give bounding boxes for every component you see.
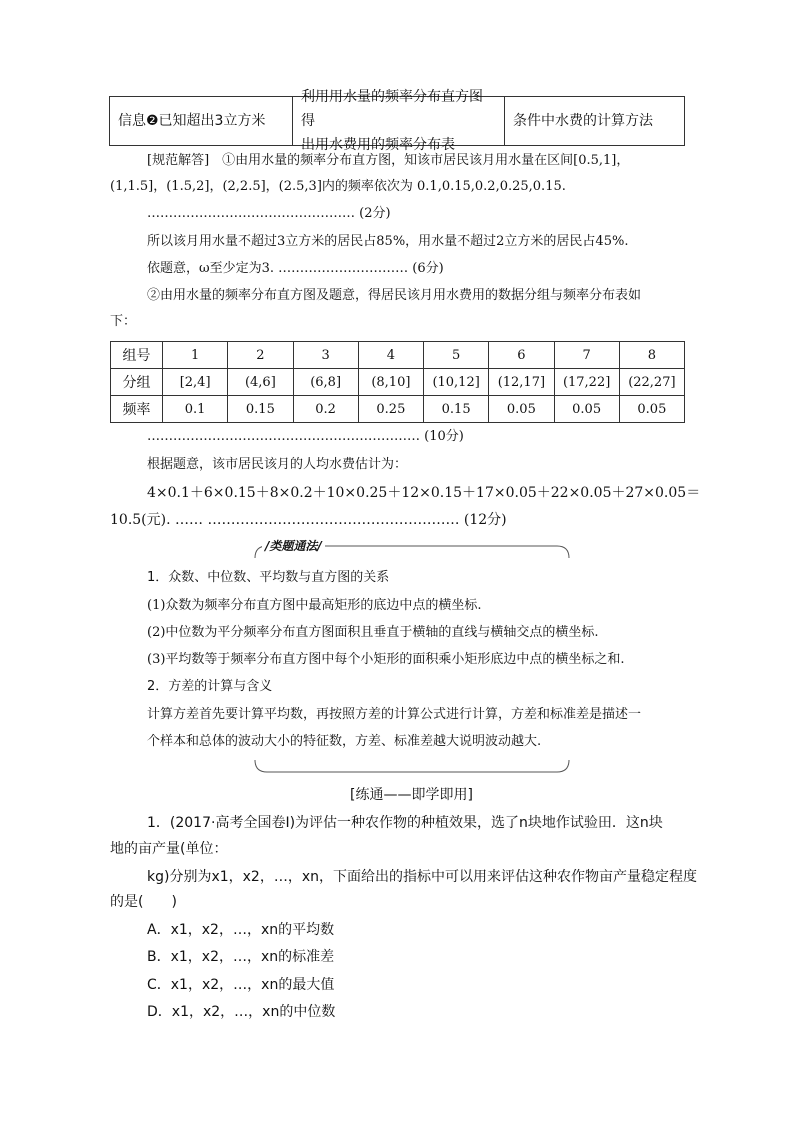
method-label [262, 537, 325, 554]
method-point-1: (1)众数为频率分布直方图中最高矩形的底边中点的横坐标. [147, 598, 482, 613]
frequency-table [110, 341, 685, 423]
option-d[interactable]: D．x1，x2，…，xn的中位数 [147, 1004, 336, 1020]
table-cell: [2,4] [163, 369, 228, 396]
table-cell: 0.15 [228, 396, 293, 423]
question-line-1: 1．(2017·高考全国卷Ⅰ)为评估一种农作物的种植效果，选了n块地作试验田．这n块 [147, 815, 663, 831]
option-a[interactable]: A．x1，x2，…，xn的平均数 [147, 922, 335, 938]
solution-line-7: 下： [110, 314, 137, 329]
option-b[interactable]: B．x1，x2，…，xn的标准差 [147, 949, 335, 965]
solution-line-6: ②由用水量的频率分布直方图及题意，得居民该月用水费用的数据分组与频率分布表如 [147, 288, 642, 303]
info-cell-1: 信息❷已知超出3立方米 [110, 97, 293, 145]
table-cell: 0.2 [293, 396, 358, 423]
question-line-4: 的是( ) [110, 894, 177, 910]
slash-icon: / [317, 539, 322, 553]
after-line-2: 根据题意，该市居民该月的人均水费估计为： [147, 457, 408, 472]
table-cell: (22,27] [619, 369, 684, 396]
solution-line-3: ………………………………………… (2分) [147, 206, 391, 221]
info-cell-3: 条件中水费的计算方法 [513, 113, 653, 129]
option-c[interactable]: C．x1，x2，…，xn的最大值 [147, 977, 335, 993]
question-line-2: 地的亩产量(单位： [110, 841, 228, 857]
table-row [111, 369, 685, 396]
info-cell-2-line1: 利用用水量的频率分布直方图得 [301, 89, 483, 129]
table-cell: (6,8] [293, 369, 358, 396]
method-point-4: 计算方差首先要计算平均数，再按照方差的计算公式进行计算，方差和标准差是描述一 [147, 707, 642, 722]
question-line-3: kg)分别为x1，x2，…，xn，下面给出的指标中可以用来评估这种农作物亩产量稳定程度 [147, 869, 697, 885]
method-point-5: 个样本和总体的波动大小的特征数，方差、标准差越大说明波动越大. [147, 734, 542, 749]
method-point-3: (3)平均数等于频率分布直方图中每个小矩形的面积乘小矩形底边中点的横坐标之和. [147, 652, 625, 667]
table-cell: 0.05 [554, 396, 619, 423]
table-cell: 0.15 [424, 396, 489, 423]
table-cell: 3 [293, 342, 358, 369]
table-row [111, 342, 685, 369]
table-cell: 8 [619, 342, 684, 369]
solution-line-2: (1,1.5]，(1.5,2]，(2,2.5]，(2.5,3]内的频率依次为 0.1,0.15,0.2,0.25,0.15. [110, 179, 566, 194]
method-heading-1: 1．众数、中位数、平均数与直方图的关系 [147, 570, 390, 585]
table-cell: 2 [228, 342, 293, 369]
table-cell: 0.1 [163, 396, 228, 423]
solution-line-5: 依题意，ω至少定为3. ………………………… (6分) [147, 261, 444, 276]
table-cell: (4,6] [228, 369, 293, 396]
after-line-1: ……………………………………………………… (10分) [147, 429, 464, 444]
table-cell: (10,12] [424, 369, 489, 396]
method-point-2: (2)中位数为平分频率分布直方图面积且垂直于横轴的直线与横轴交点的横坐标. [147, 625, 599, 640]
table-row [111, 396, 685, 423]
table-cell: 1 [163, 342, 228, 369]
row-label: 组号 [111, 342, 163, 369]
calc-line: 4×0.1＋6×0.15＋8×0.2＋10×0.25＋12×0.15＋17×0.05＋22×0.05＋27×0.05＝ [147, 485, 701, 501]
table-cell: 4 [358, 342, 423, 369]
table-cell: 0.25 [358, 396, 423, 423]
solution-line-1: [规范解答] ①由用水量的频率分布直方图，知该市居民该月用水量在区间[0.5,1]， [147, 153, 630, 168]
row-label: 分组 [111, 369, 163, 396]
table-cell: 0.05 [619, 396, 684, 423]
row-label: 频率 [111, 396, 163, 423]
solution-line-4: 所以该月用水量不超过3立方米的居民占85%，用水量不超过2立方米的居民占45%. [147, 234, 629, 249]
method-heading-2: 2．方差的计算与含义 [147, 679, 273, 694]
table-cell: (17,22] [554, 369, 619, 396]
method-label-text: 类题通法 [269, 539, 318, 553]
info-cell-2-line2: 出用水费用的频率分布表 [301, 137, 455, 153]
table-cell: 5 [424, 342, 489, 369]
result-line: 10.5(元). …… ……………………………………………… (12分) [110, 512, 507, 528]
table-cell: (12,17] [489, 369, 554, 396]
slash-icon: / [265, 539, 270, 553]
info-cell-2 [293, 89, 505, 153]
table-cell: (8,10] [358, 369, 423, 396]
info-table [109, 89, 685, 153]
table-cell: 6 [489, 342, 554, 369]
table-cell: 0.05 [489, 396, 554, 423]
table-cell: 7 [554, 342, 619, 369]
practice-title: [练通——即学即用] [350, 787, 473, 803]
